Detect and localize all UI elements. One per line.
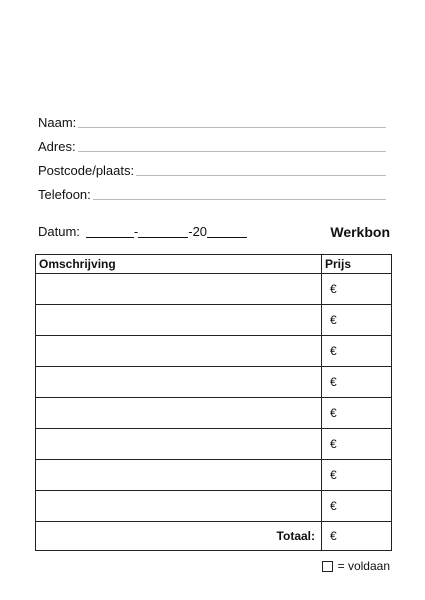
- date-label: Datum:: [38, 224, 80, 239]
- description-cell[interactable]: [36, 460, 322, 491]
- description-cell[interactable]: [36, 305, 322, 336]
- phone-field[interactable]: [38, 186, 386, 202]
- name-field[interactable]: [38, 114, 386, 130]
- postcode-label: Postcode/plaats:: [38, 163, 135, 178]
- table-row: [36, 398, 392, 429]
- date-separator: -: [133, 224, 139, 239]
- date-day-blank[interactable]: [86, 237, 134, 238]
- description-cell[interactable]: [36, 274, 322, 305]
- date-field[interactable]: [38, 223, 247, 239]
- address-field[interactable]: [38, 138, 386, 154]
- price-cell[interactable]: €: [322, 460, 392, 491]
- total-price-cell[interactable]: €: [322, 522, 392, 551]
- date-year-prefix: -20: [188, 224, 208, 239]
- description-cell[interactable]: [36, 491, 322, 522]
- table-row: [36, 491, 392, 522]
- name-line[interactable]: [78, 127, 386, 128]
- paid-legend-text: = voldaan: [337, 559, 390, 573]
- total-label: Totaal:: [36, 522, 322, 551]
- price-cell[interactable]: €: [322, 367, 392, 398]
- work-table: [35, 254, 392, 551]
- address-label: Adres:: [38, 139, 76, 154]
- price-cell[interactable]: €: [322, 305, 392, 336]
- total-row: [36, 522, 392, 551]
- table-row: [36, 429, 392, 460]
- price-header: Prijs: [322, 255, 392, 274]
- price-cell[interactable]: €: [322, 398, 392, 429]
- table-header-row: [36, 255, 392, 274]
- paid-legend: [322, 559, 390, 573]
- price-cell[interactable]: €: [322, 491, 392, 522]
- postcode-field[interactable]: [38, 162, 386, 178]
- page-title: Werkbon: [330, 224, 390, 240]
- description-cell[interactable]: [36, 429, 322, 460]
- description-cell[interactable]: [36, 367, 322, 398]
- phone-line[interactable]: [93, 199, 386, 200]
- date-month-blank[interactable]: [138, 237, 188, 238]
- phone-label: Telefoon:: [38, 187, 91, 202]
- price-cell[interactable]: €: [322, 336, 392, 367]
- date-year-blank[interactable]: [207, 237, 247, 238]
- description-cell[interactable]: [36, 398, 322, 429]
- price-cell[interactable]: €: [322, 429, 392, 460]
- table-row: [36, 460, 392, 491]
- price-cell[interactable]: €: [322, 274, 392, 305]
- table-row: [36, 274, 392, 305]
- table-row: [36, 367, 392, 398]
- name-label: Naam:: [38, 115, 77, 130]
- table-row: [36, 305, 392, 336]
- description-header: Omschrijving: [36, 255, 322, 274]
- table-row: [36, 336, 392, 367]
- description-cell[interactable]: [36, 336, 322, 367]
- postcode-line[interactable]: [136, 175, 386, 176]
- checkbox-icon[interactable]: [322, 561, 333, 572]
- address-line[interactable]: [78, 151, 386, 152]
